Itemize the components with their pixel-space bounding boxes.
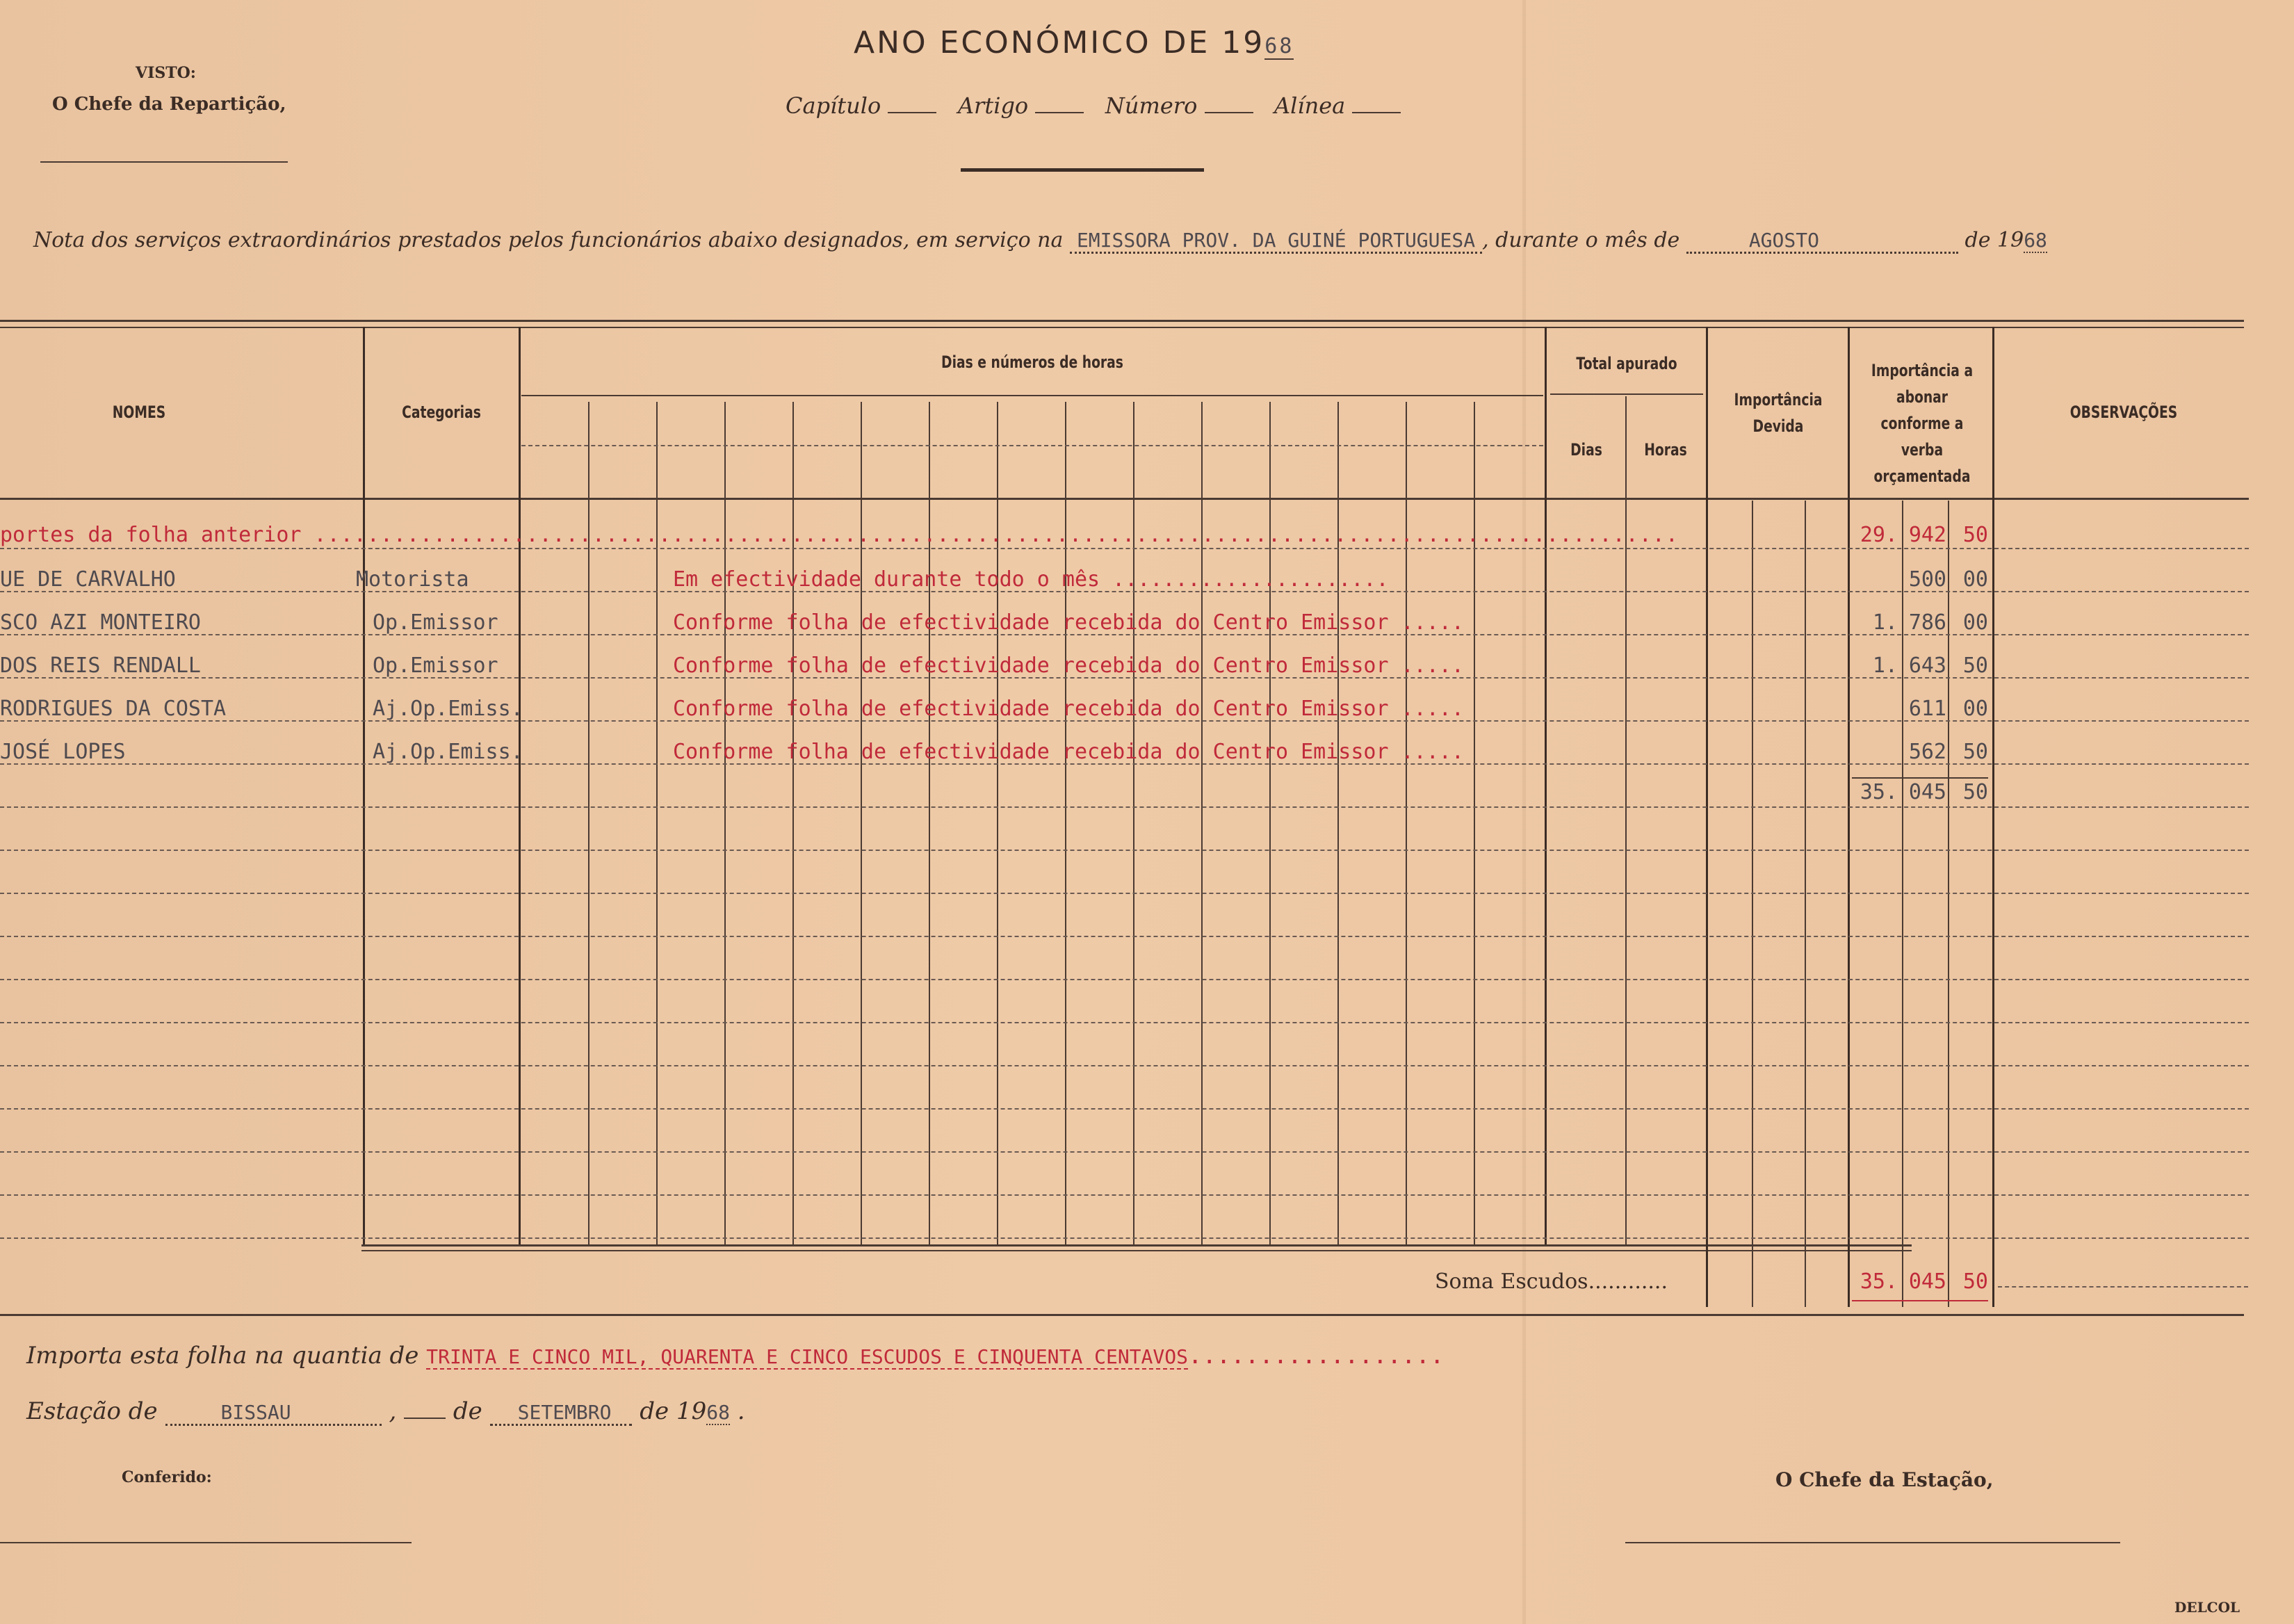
header-nomes: NOMES (112, 403, 166, 422)
devida-sub-2 (1805, 501, 1806, 1307)
subtotal-rule (1852, 777, 1988, 779)
artigo-field (1035, 111, 1084, 113)
numero-field (1205, 111, 1253, 113)
row-line-17 (0, 1237, 2249, 1239)
row-nota-text: Conforme folha de efectividade recebida do Centro Emissor (673, 610, 1389, 635)
visto-label: VISTO: (136, 64, 196, 82)
row-nome: RODRIGUES DA COSTA (0, 697, 227, 721)
capitulo-label: Capítulo (786, 92, 881, 119)
subtotal-int: 35. (1860, 780, 1898, 804)
row-nome: SCO AZI MONTEIRO (0, 610, 201, 635)
quantia-leader: .................. (1187, 1342, 1445, 1370)
table-body-bottom-rule (361, 1244, 1912, 1247)
row-line-9 (0, 893, 2249, 894)
title-rule (961, 168, 1204, 172)
row-cent: 00 (1962, 567, 1988, 592)
conferido-label: Conferido: (122, 1468, 212, 1486)
row-nota-text: Conforme folha de efectividade recebida do Centro Emissor (673, 653, 1389, 678)
soma-mil: 045 (1908, 1269, 1946, 1294)
printer-mark: DELCOL (2174, 1599, 2240, 1616)
header-total-dias: Dias (1570, 440, 1602, 460)
table-body-bottom-rule-2 (361, 1250, 1912, 1251)
row-nota-text: Em efectividade durante todo o mês (673, 567, 1100, 592)
header-dias-horas: Dias e números de horas (941, 352, 1123, 372)
row-categoria: Motorista (356, 567, 469, 592)
header-observacoes: OBSERVAÇÕES (2069, 403, 2178, 422)
estacao-year: 68 (706, 1401, 730, 1424)
soma-label-text: Soma Escudos (1435, 1269, 1588, 1294)
row-line-11 (0, 979, 2249, 980)
visto-signature-line (40, 161, 288, 163)
row-categoria: Op.Emissor (373, 610, 498, 635)
estacao-mes-value: SETEMBRO (490, 1401, 633, 1426)
dia-field (404, 1417, 446, 1419)
budget-line (786, 92, 1401, 119)
row-categoria: Op.Emissor (373, 653, 498, 678)
header-total-apurado: Total apurado (1576, 354, 1677, 373)
row-nota: Em efectividade durante todo o mês ...................... (673, 567, 1389, 592)
row-nome: UE DE CARVALHO (0, 567, 176, 592)
nota-year-prefix: de 19 (1964, 228, 2024, 252)
row-line-soma (1998, 1286, 2248, 1288)
row-nota: Conforme folha de efectividade recebida do Centro Emissor ..... (673, 653, 1464, 678)
alinea-label: Alínea (1274, 92, 1346, 119)
row-line-1 (0, 548, 2249, 549)
row-int: 1. (1872, 653, 1898, 678)
header-importancia-devida: Importância Devida (1734, 390, 1823, 436)
row-int: 1. (1872, 610, 1898, 635)
row-line-15 (0, 1151, 2249, 1153)
col-sep-devida (1848, 327, 1850, 1307)
estacao-line: Estação de BISSAU , de SETEMBRO de 1968 . (26, 1397, 745, 1425)
chefe-estacao-signature-line (1625, 1542, 2120, 1543)
quantia-value: TRINTA E CINCO MIL, QUARENTA E CINCO ESCUDOS E CINQUENTA CENTAVOS (426, 1345, 1188, 1368)
row-nota: Conforme folha de efectividade recebida do Centro Emissor ..... (673, 697, 1464, 721)
title-text: ANO ECONÓMICO DE 19 (854, 25, 1265, 60)
dias-subheader-rule (521, 395, 1543, 396)
transporte-leader: ....................................................................................................... (314, 523, 1679, 547)
row-line-13 (0, 1065, 2249, 1066)
mes-value: AGOSTO (1686, 229, 1958, 254)
subtotal-mil: 045 (1908, 780, 1946, 804)
transporte-label: portes da folha anterior (0, 523, 302, 547)
transporte-cent: 50 (1962, 523, 1988, 547)
table-header-bottom-rule (0, 498, 2249, 500)
capitulo-field (888, 111, 936, 113)
row-mil: 786 (1908, 610, 1946, 635)
importa-label: Importa esta folha na quantia de (26, 1342, 419, 1370)
nota-year: 68 (2024, 229, 2047, 252)
nota-durante: , durante o mês de (1482, 228, 1680, 252)
nota-prefix: Nota dos serviços extraordinários prestados pelos funcionários abaixo designados, em serviço na (33, 228, 1064, 252)
row-cent: 50 (1962, 740, 1988, 764)
row-cent: 00 (1962, 610, 1988, 635)
soma-int: 35. (1860, 1269, 1898, 1294)
transporte-row (0, 523, 1679, 547)
row-mil: 643 (1908, 653, 1946, 678)
day-entry-rule (521, 445, 1543, 446)
conferido-signature-line (0, 1542, 412, 1543)
numero-label: Número (1105, 92, 1198, 119)
servico-value: EMISSORA PROV. DA GUINÉ PORTUGUESA (1070, 229, 1482, 254)
row-line-10 (0, 936, 2249, 937)
importa-line (26, 1342, 1444, 1370)
chefe-reparticao-label: O Chefe da Repartição, (52, 94, 286, 115)
row-line-16 (0, 1194, 2249, 1196)
row-mil: 611 (1908, 697, 1946, 721)
row-line-8 (0, 850, 2249, 851)
subtotal-cent: 50 (1962, 780, 1988, 804)
title-year: 68 (1264, 34, 1294, 58)
soma-label: Soma Escudos............ (1435, 1269, 1668, 1294)
row-nome: JOSÉ LOPES (0, 740, 126, 764)
soma-underline (1852, 1300, 1988, 1301)
row-mil: 562 (1908, 740, 1946, 764)
row-cent: 00 (1962, 697, 1988, 721)
row-line-14 (0, 1108, 2249, 1110)
row-nota: Conforme folha de efectividade recebida do Centro Emissor ..... (673, 610, 1464, 635)
col-sep-abonar (1992, 327, 1994, 1307)
nota-line (33, 228, 2047, 254)
header-categorias: Categorias (402, 403, 481, 422)
table-top-rule (0, 320, 2244, 322)
transporte-int: 29. (1860, 523, 1898, 547)
estacao-year-prefix: de 19 (640, 1397, 707, 1425)
row-mil: 500 (1908, 567, 1946, 592)
col-sep-nomes (363, 327, 365, 1244)
document-title (854, 25, 1294, 60)
col-sep-categorias (519, 327, 521, 1244)
devida-sub-1 (1752, 501, 1753, 1307)
row-categoria: Aj.Op.Emiss. (373, 740, 523, 764)
col-sep-dias-horas (1545, 327, 1547, 1244)
header-total-horas: Horas (1644, 440, 1687, 460)
row-categoria: Aj.Op.Emiss. (373, 697, 523, 721)
transporte-mil: 942 (1908, 523, 1946, 547)
row-line-7 (0, 806, 2249, 808)
estacao-label: Estação de (26, 1397, 158, 1425)
soma-cent: 50 (1962, 1269, 1988, 1294)
row-nota-text: Conforme folha de efectividade recebida do Centro Emissor (673, 740, 1389, 764)
col-sep-total (1706, 327, 1708, 1307)
row-line-12 (0, 1022, 2249, 1023)
table-bottom-rule (0, 1314, 2244, 1316)
table-top-rule-2 (0, 327, 2244, 328)
estacao-value: BISSAU (165, 1401, 382, 1426)
row-nota-text: Conforme folha de efectividade recebida do Centro Emissor (673, 697, 1389, 721)
header-importancia-abonar: Importância a abonar conforme a verba orçamentada (1871, 361, 1974, 486)
row-cent: 50 (1962, 653, 1988, 678)
chefe-estacao-label: O Chefe da Estação, (1775, 1468, 1994, 1491)
row-nome: DOS REIS RENDALL (0, 653, 201, 678)
estacao-de-label: de (453, 1397, 482, 1425)
total-apurado-rule (1550, 393, 1703, 395)
alinea-field (1352, 111, 1401, 113)
row-nota: Conforme folha de efectividade recebida do Centro Emissor ..... (673, 740, 1464, 764)
artigo-label: Artigo (957, 92, 1029, 119)
